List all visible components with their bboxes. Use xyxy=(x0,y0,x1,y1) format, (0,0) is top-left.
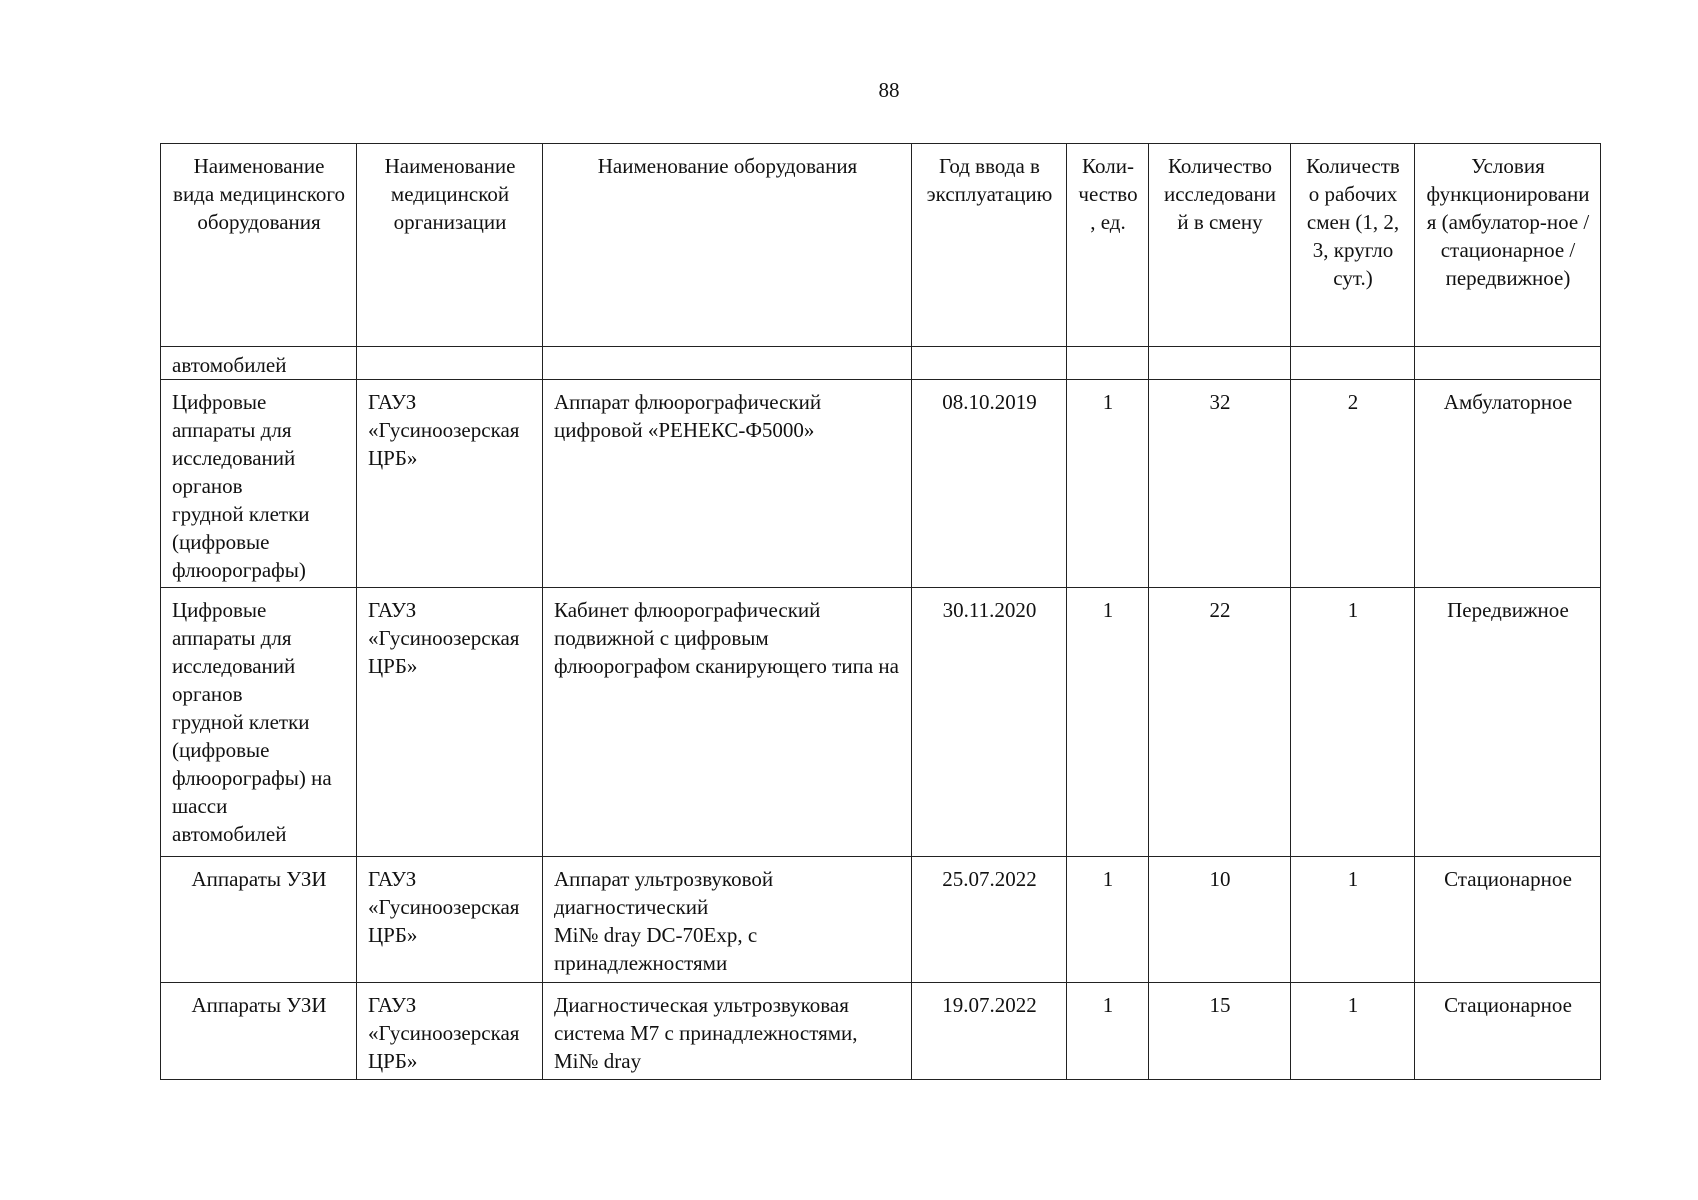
cell-commission-year: 08.10.2019 xyxy=(912,380,1067,588)
cell-commission-year: 30.11.2020 xyxy=(912,588,1067,857)
cell-studies-per-shift: 10 xyxy=(1149,857,1291,983)
table-header-row xyxy=(161,144,1601,347)
cell-studies-per-shift: 15 xyxy=(1149,983,1291,1080)
cell-commission-year: 19.07.2022 xyxy=(912,983,1067,1080)
cell-quantity: 1 xyxy=(1067,380,1149,588)
cell-equipment-type: Цифровые аппараты для исследований органов грудной клетки (цифровые флюорографы) на шасси автомобилей xyxy=(161,588,357,857)
cell-shifts: 2 xyxy=(1291,380,1415,588)
cell-conditions: Передвижное xyxy=(1415,588,1601,857)
cell-organization: ГАУЗ «Гусиноозерская ЦРБ» xyxy=(357,857,543,983)
page-number: 88 xyxy=(878,78,900,102)
cell-quantity: 1 xyxy=(1067,857,1149,983)
cell-equipment-type: Цифровые аппараты для исследований органов грудной клетки (цифровые флюорографы) xyxy=(161,380,357,588)
header-conditions: Условия функционирования (амбулатор-ное / стационарное / передвижное) xyxy=(1415,144,1601,347)
cell-equipment-name: Аппарат флюорографический цифровой «РЕНЕКС-Ф5000» xyxy=(543,380,912,588)
cell-equipment-name: Диагностическая ультрозвуковая система M7 с принадлежностями, Mi№ dray xyxy=(543,983,912,1080)
cell-organization: ГАУЗ «Гусиноозерская ЦРБ» xyxy=(357,588,543,857)
cell-commission-year: 25.07.2022 xyxy=(912,857,1067,983)
cell-quantity: 1 xyxy=(1067,588,1149,857)
continuation-cell: автомобилей xyxy=(161,347,357,380)
table-continuation-row xyxy=(161,347,1601,380)
header-commission-year: Год ввода в эксплуатацию xyxy=(912,144,1067,347)
header-organization: Наименование медицинской организации xyxy=(357,144,543,347)
table-row xyxy=(161,380,1601,588)
cell-conditions: Стационарное xyxy=(1415,983,1601,1080)
table-row xyxy=(161,588,1601,857)
header-equipment-name: Наименование оборудования xyxy=(543,144,912,347)
cell-shifts: 1 xyxy=(1291,983,1415,1080)
cell-conditions: Стационарное xyxy=(1415,857,1601,983)
cell-equipment-type: Аппараты УЗИ xyxy=(161,983,357,1080)
header-shifts: Количество рабочих смен (1, 2, 3, кругло сут.) xyxy=(1291,144,1415,347)
cell-quantity: 1 xyxy=(1067,983,1149,1080)
cell-shifts: 1 xyxy=(1291,588,1415,857)
cell-organization: ГАУЗ «Гусиноозерская ЦРБ» xyxy=(357,983,543,1080)
cell-equipment-name: Кабинет флюорографический подвижной с цифровым флюорографом сканирующего типа на xyxy=(543,588,912,857)
equipment-table xyxy=(160,143,1601,1080)
header-studies-per-shift: Количество исследований в смену xyxy=(1149,144,1291,347)
table-row xyxy=(161,983,1601,1080)
cell-organization: ГАУЗ «Гусиноозерская ЦРБ» xyxy=(357,380,543,588)
cell-conditions: Амбулаторное xyxy=(1415,380,1601,588)
cell-equipment-name: Аппарат ультрозвуковой диагностический Mi№ dray DC-70Exp, с принадлежностями xyxy=(543,857,912,983)
header-equipment-type: Наименование вида медицинского оборудования xyxy=(161,144,357,347)
table-row xyxy=(161,857,1601,983)
header-quantity: Коли-чество, ед. xyxy=(1067,144,1149,347)
cell-studies-per-shift: 32 xyxy=(1149,380,1291,588)
cell-equipment-type: Аппараты УЗИ xyxy=(161,857,357,983)
cell-studies-per-shift: 22 xyxy=(1149,588,1291,857)
cell-shifts: 1 xyxy=(1291,857,1415,983)
